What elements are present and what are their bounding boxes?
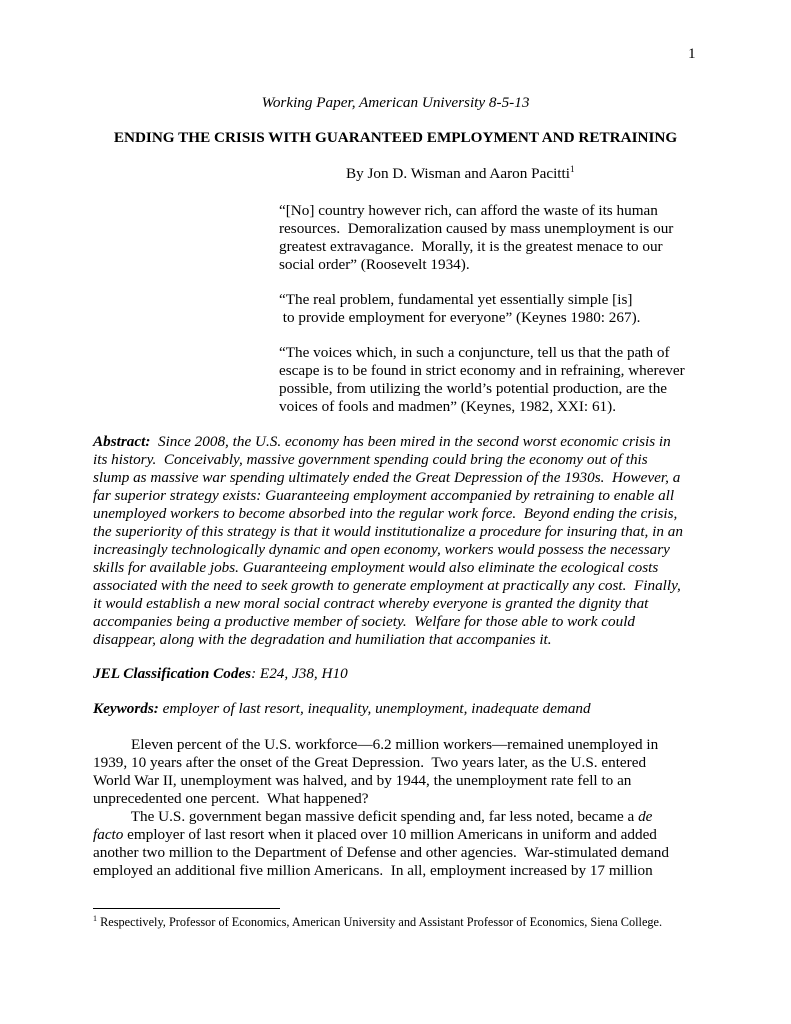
keywords-label: Keywords: xyxy=(93,700,159,717)
jel-label: JEL Classification Codes xyxy=(93,665,252,682)
body-text xyxy=(93,736,713,880)
footnote xyxy=(93,915,662,930)
body-line: 1939, 10 years after the onset of the Great Depression. Two years later, as the U.S. entered xyxy=(93,754,647,771)
footnote-text: Respectively, Professor of Economics, American University and Assistant Professor of Economics, Siena College. xyxy=(97,915,663,929)
quote-line: to provide employment for everyone” (Keynes 1980: 267). xyxy=(279,309,641,326)
body-line-text: The U.S. government began massive deficit spending and, far less noted, became a xyxy=(93,808,639,825)
keywords-text: employer of last resort, inequality, unemployment, inadequate demand xyxy=(158,700,591,717)
quote-line: “The real problem, fundamental yet essentially simple [is] xyxy=(279,291,633,308)
jel-classification xyxy=(93,665,348,683)
body-line: employed an additional five million Americans. In all, employment increased by 17 million xyxy=(93,862,653,879)
footnote-mark: 1 xyxy=(93,913,97,923)
body-line: World War II, unemployment was halved, and by 1944, the unemployment rate fell to an xyxy=(93,772,632,789)
abstract-label: Abstract: xyxy=(93,433,151,450)
quote-line: social order” (Roosevelt 1934). xyxy=(279,256,470,273)
body-italic-facto: facto xyxy=(93,826,124,843)
abstract-line: disappear, along with the degradation and humiliation that accompanies it. xyxy=(93,631,552,648)
abstract-line: unemployed workers to become absorbed into the regular work force. Beyond ending the crisis, xyxy=(93,505,678,522)
abstract-line: it would establish a new moral social contract whereby everyone is granted the dignity that xyxy=(93,595,649,612)
jel-codes: : E24, J38, H10 xyxy=(251,665,348,682)
quote-line: escape is to be found in strict economy and in refraining, wherever xyxy=(279,362,685,379)
body-line: unprecedented one percent. What happened? xyxy=(93,790,369,807)
page-number: 1 xyxy=(688,45,696,62)
epigraph-quote-keynes-1980 xyxy=(279,291,709,327)
footnote-separator xyxy=(93,908,280,909)
abstract-line: its history. Conceivably, massive government spending could bring the economy out of this xyxy=(93,451,648,468)
abstract-text: Since 2008, the U.S. economy has been mired in the second worst economic crisis in xyxy=(150,433,671,450)
abstract-line: associated with the need to seek growth to generate employment at practically any cost. Finally, xyxy=(93,577,681,594)
abstract-line: accompanies being a productive member of society. Welfare for those able to work could xyxy=(93,613,636,630)
quote-line: “[No] country however rich, can afford the waste of its human xyxy=(279,202,658,219)
abstract-line: far superior strategy exists: Guaranteeing employment accompanied by retraining to enable all xyxy=(93,487,675,504)
abstract-line: skills for available jobs. Guaranteeing employment would also eliminate the ecological costs xyxy=(93,559,659,576)
epigraph-quote-keynes-1982 xyxy=(279,344,709,416)
abstract-line xyxy=(93,433,713,451)
body-line: Eleven percent of the U.S. workforce—6.2 million workers—remained unemployed in xyxy=(93,736,659,753)
keywords xyxy=(93,700,591,718)
quote-line: possible, from utilizing the world’s potential production, are the xyxy=(279,380,668,397)
quote-line: “The voices which, in such a conjuncture, tell us that the path of xyxy=(279,344,670,361)
abstract xyxy=(93,433,713,649)
body-line xyxy=(93,808,713,826)
working-paper-note: Working Paper, American University 8-5-13 xyxy=(261,94,530,111)
body-line-text: employer of last resort when it placed over 10 million Americans in uniform and added xyxy=(123,826,657,843)
body-line xyxy=(93,826,713,844)
epigraph-quote-roosevelt xyxy=(279,202,709,274)
quote-line: greatest extravagance. Morally, it is the greatest menace to our xyxy=(279,238,663,255)
body-italic-de: de xyxy=(638,808,653,825)
abstract-line: slump as massive war spending ultimately ended the Great Depression of the 1930s. However, a xyxy=(93,469,681,486)
body-line: another two million to the Department of Defense and other agencies. War-stimulated demand xyxy=(93,844,669,861)
abstract-line: the superiority of this strategy is that it would institutionalize a procedure for insuring that, in an xyxy=(93,523,683,540)
byline xyxy=(346,165,574,183)
quote-line: voices of fools and madmen” (Keynes, 1982, XXI: 61). xyxy=(279,398,616,415)
byline-footnote-mark: 1 xyxy=(569,163,575,174)
byline-authors: By Jon D. Wisman and Aaron Pacitti xyxy=(346,165,570,182)
paper-title: ENDING THE CRISIS WITH GUARANTEED EMPLOYMENT AND RETRAINING xyxy=(113,129,678,146)
quote-line: resources. Demoralization caused by mass unemployment is our xyxy=(279,220,674,237)
abstract-line: increasingly technologically dynamic and open economy, workers would possess the necessary xyxy=(93,541,670,558)
